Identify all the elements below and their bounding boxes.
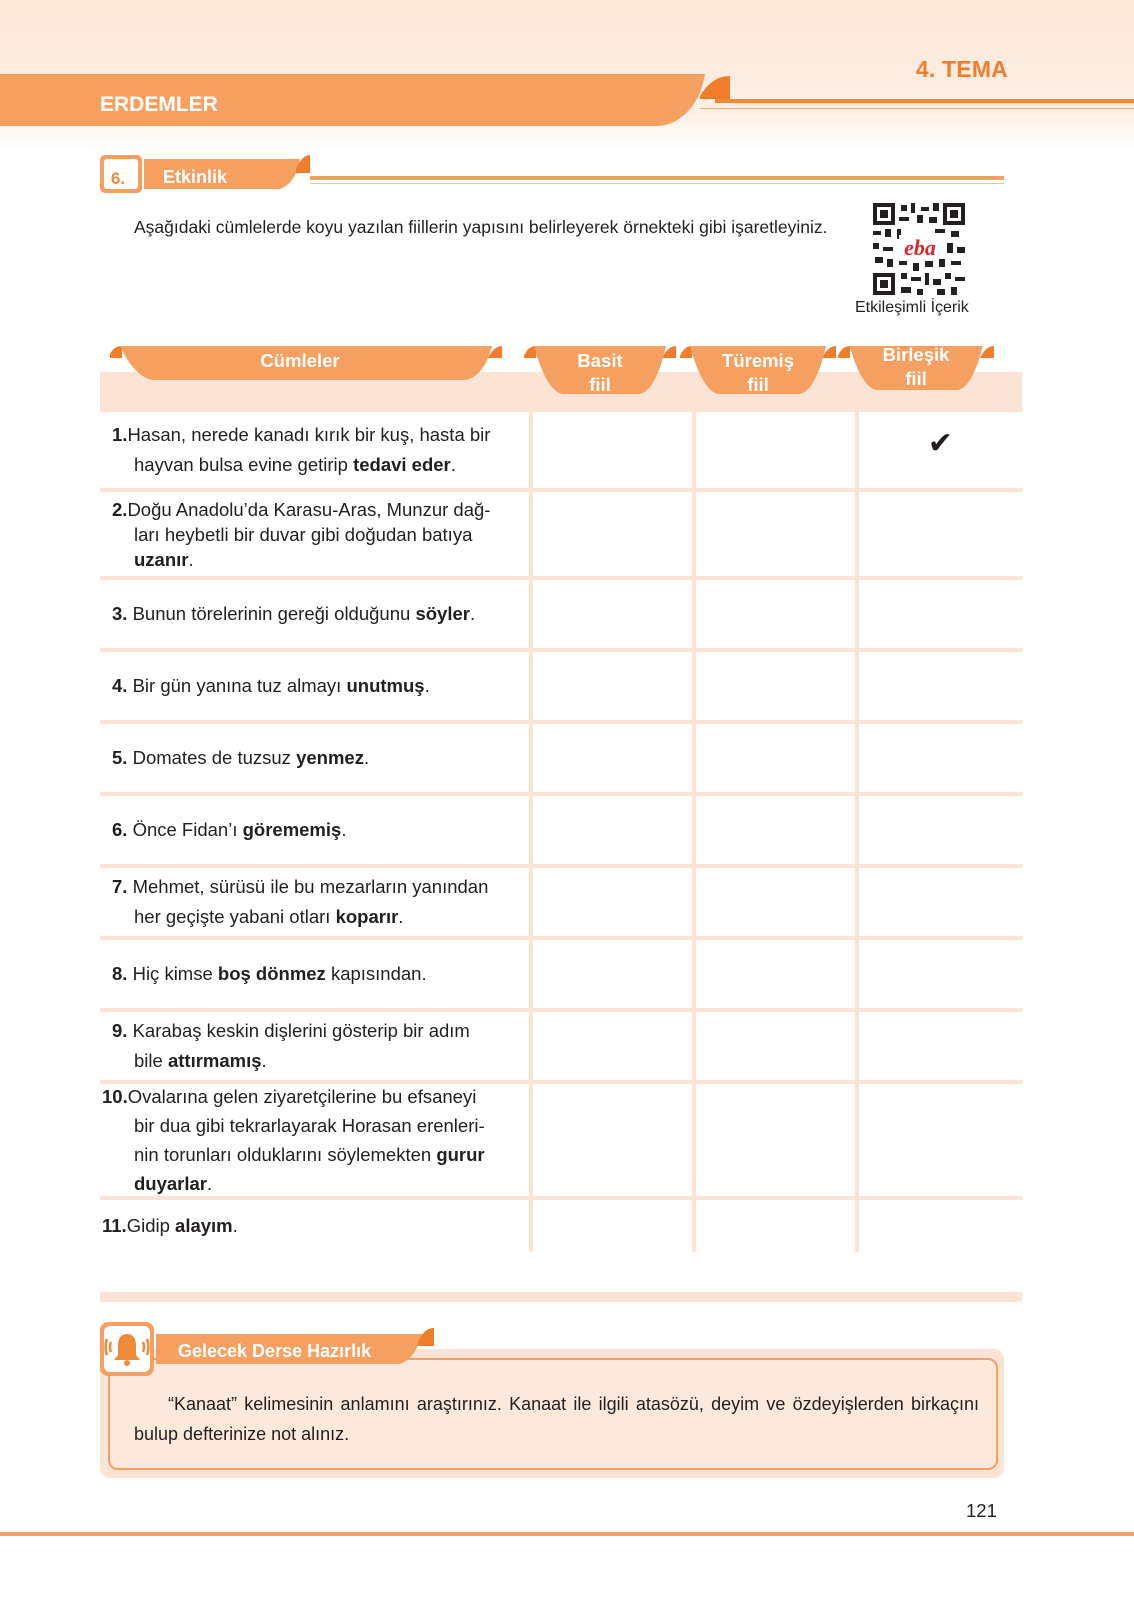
answer-cell-turemis[interactable]: [696, 1012, 859, 1080]
header-sentences: Cümleler: [260, 350, 340, 371]
answer-cell-birlesik[interactable]: [859, 724, 1022, 792]
answer-cell-birlesik[interactable]: [859, 652, 1022, 720]
activity-rule-thin: [310, 183, 1004, 184]
table-row: [100, 580, 1022, 648]
answer-cell-turemis[interactable]: [696, 580, 859, 648]
table-row: [100, 796, 1022, 864]
sentence-number: 7.: [112, 876, 128, 897]
answer-cell-basit[interactable]: [533, 724, 696, 792]
sentence-end: kapısından.: [325, 963, 427, 984]
sentence-verb: söyler: [415, 603, 470, 624]
sentence-cell: [100, 1084, 533, 1196]
table-row: [100, 724, 1022, 792]
sentence-text: [112, 420, 490, 480]
sentence-line: Doğu Anadolu’da Karasu-Aras, Munzur dağ-: [127, 498, 491, 520]
answer-cell-birlesik[interactable]: [859, 580, 1022, 648]
table-row: [100, 652, 1022, 720]
sentence-line: Domates de tuzsuz: [127, 747, 297, 768]
sentence-verb: duyarlar: [134, 1173, 208, 1194]
sentence-line: Bunun törelerinin gereği olduğunu: [127, 603, 416, 624]
sentence-cell: [100, 868, 533, 936]
table-row: [100, 940, 1022, 1008]
sentence-line: Karabaş keskin dişlerini gösterip bir adım: [127, 1020, 470, 1041]
sentence-line: nin torunları olduklarını söylemekten: [134, 1144, 437, 1165]
theme-label: 4. TEMA: [915, 56, 1008, 82]
sentence-end: .: [450, 454, 456, 475]
answer-cell-birlesik[interactable]: [859, 940, 1022, 1008]
answer-cell-basit[interactable]: [533, 580, 696, 648]
page-number: 121: [966, 1500, 997, 1521]
sentence-cell: [100, 724, 533, 792]
answer-cell-birlesik[interactable]: [859, 492, 1022, 576]
header-basit: [534, 349, 666, 397]
sentence-end: .: [398, 906, 404, 927]
sentence-number: 11.: [102, 1215, 127, 1236]
sentence-line: ları heybetli bir duvar gibi doğudan batıya: [134, 523, 473, 545]
sentence-end: .: [261, 1050, 267, 1071]
sentence-text: [112, 743, 369, 773]
activity-number: 6.: [110, 169, 126, 188]
sentence-end: .: [469, 603, 476, 624]
answer-cell-birlesik[interactable]: [859, 796, 1022, 864]
activity-instruction: Aşağıdaki cümlelerde koyu yazılan fiillerin yapısını belirleyerek örnekteki gibi işaretleyiniz.: [134, 217, 828, 237]
sentence-end: .: [341, 819, 347, 840]
answer-cell-basit[interactable]: [533, 652, 696, 720]
answer-cell-turemis[interactable]: [696, 724, 859, 792]
sentence-line: Hasan, nerede kanadı kırık bir kuş, hasta bir: [127, 424, 491, 445]
sentence-verb: yenmez: [296, 747, 364, 768]
theme-rule-thin: [700, 108, 1134, 109]
answer-cell-basit[interactable]: [533, 1200, 696, 1252]
sentence-cell: [100, 652, 533, 720]
sentence-line: Gidip: [126, 1215, 176, 1236]
sentence-verb: gurur: [436, 1144, 485, 1165]
activity-rule: [310, 176, 1004, 180]
answer-cell-basit[interactable]: [533, 796, 696, 864]
eba-logo: eba: [904, 235, 936, 260]
sentence-line: Ovalarına gelen ziyaretçilerine bu efsaneyi: [127, 1086, 477, 1107]
activity-label: Etkinlik: [163, 167, 228, 187]
sentence-verb: koparır: [335, 906, 399, 927]
sentence-line: Hiç kimse: [127, 963, 218, 984]
check-mark-icon: ✔: [927, 427, 954, 460]
sentence-text: [112, 671, 430, 701]
sentence-line: bile: [134, 1050, 168, 1071]
sentence-verb: uzanır: [134, 548, 189, 570]
sentence-cell: [100, 580, 533, 648]
sentence-end: .: [207, 1173, 213, 1194]
sentence-number: 3.: [112, 603, 128, 624]
sentence-line: Önce Fidan’ı: [127, 819, 243, 840]
sentence-cell: [100, 1200, 533, 1252]
table-row: [100, 412, 1022, 488]
sentence-number: 5.: [112, 747, 128, 768]
sentence-number: 1.: [112, 424, 128, 445]
sentence-verb: görememiş: [242, 819, 342, 840]
table-row: [100, 1200, 1022, 1252]
header-turemis-line1: Türemiş: [722, 350, 794, 371]
sentence-text: [112, 1016, 470, 1076]
answer-cell-turemis[interactable]: [696, 492, 859, 576]
answer-cell-birlesik[interactable]: [859, 868, 1022, 936]
answer-cell-turemis[interactable]: [696, 652, 859, 720]
table-row: [100, 1012, 1022, 1080]
unit-title: ERDEMLER: [100, 93, 218, 116]
header-birlesik-line2: fiil: [905, 368, 927, 389]
answer-cell-birlesik[interactable]: [859, 1084, 1022, 1196]
spacer-cell: [533, 400, 696, 410]
header-basit-line2: fiil: [589, 374, 611, 395]
header-turemis: [690, 349, 826, 397]
qr-caption: Etkileşimli İçerik: [855, 299, 969, 316]
answer-cell-basit[interactable]: [533, 412, 696, 488]
sentence-verb: alayım: [175, 1215, 233, 1236]
sentence-cell: [100, 940, 533, 1008]
sentence-text: [102, 1211, 238, 1241]
sentence-verb: attırmamış: [167, 1050, 262, 1071]
sentence-number: 4.: [112, 675, 128, 696]
sentence-cell: [100, 796, 533, 864]
spacer-cell: [100, 400, 533, 410]
sentence-line: hayvan bulsa evine getirip: [134, 454, 354, 475]
sentence-text: [112, 815, 346, 845]
answer-cell-basit[interactable]: [533, 940, 696, 1008]
answer-cell-turemis[interactable]: [696, 412, 859, 488]
sentence-number: 6.: [112, 819, 128, 840]
answer-cell-turemis[interactable]: [696, 868, 859, 936]
theme-rule: [715, 99, 1134, 103]
sentence-number: 8.: [112, 963, 128, 984]
sentence-text: [112, 872, 488, 932]
answer-cell-turemis[interactable]: [696, 940, 859, 1008]
sentence-verb: tedavi eder: [353, 454, 451, 475]
table-top-spacer: [100, 400, 1022, 410]
sentence-text: [112, 959, 427, 989]
footer-rule: [0, 1532, 1134, 1536]
header-birlesik: [848, 343, 984, 391]
sentence-end: .: [232, 1215, 238, 1236]
next-lesson-label: Gelecek Derse Hazırlık: [178, 1341, 372, 1361]
table-row: [100, 868, 1022, 936]
sentence-cell: [100, 412, 533, 488]
sentence-number: 2.: [112, 498, 128, 520]
answer-cell-basit[interactable]: [533, 492, 696, 576]
sentence-cell: [100, 492, 533, 576]
sentence-cell: [100, 1012, 533, 1080]
header-basit-line1: Basit: [577, 350, 623, 371]
answer-cell-turemis[interactable]: [696, 1200, 859, 1252]
header-turemis-line2: fiil: [747, 374, 769, 395]
answer-cell-turemis[interactable]: [696, 796, 859, 864]
sentence-text: [112, 497, 490, 572]
sentence-text: [102, 1082, 485, 1198]
answer-cell-basit[interactable]: [533, 1084, 696, 1196]
sentence-verb: boş dönmez: [217, 963, 326, 984]
sentence-text: [112, 599, 475, 629]
next-lesson-text: “Kanaat” kelimesinin anlamını araştırınız. Kanaat ile ilgili atasözü, deyim ve özdeyişlerden birkaçını bulup defterinize not alınız.: [134, 1394, 979, 1444]
sentence-number: 10.: [102, 1086, 128, 1107]
sentence-number: 9.: [112, 1020, 128, 1041]
answer-cell-basit[interactable]: [533, 868, 696, 936]
answer-cell-basit[interactable]: [533, 1012, 696, 1080]
sentence-line: Bir gün yanına tuz almayı: [127, 675, 347, 696]
sentence-end: .: [188, 548, 194, 570]
sentence-line: her geçişte yabani otları: [134, 906, 336, 927]
sentence-line: Mehmet, sürüsü ile bu mezarların yanından: [127, 876, 489, 897]
answer-cell-birlesik[interactable]: [859, 1200, 1022, 1252]
spacer-cell: [696, 400, 859, 410]
verb-table: [100, 412, 1022, 1292]
sentence-end: .: [424, 675, 430, 696]
header-birlesik-line1: Birleşik: [882, 344, 950, 365]
answer-cell-birlesik[interactable]: [859, 412, 1022, 488]
spacer-cell: [859, 400, 1022, 410]
table-row: [100, 1084, 1022, 1196]
sentence-end: .: [363, 747, 370, 768]
sentence-verb: unutmuş: [346, 675, 425, 696]
table-row: [100, 492, 1022, 576]
sentence-line: bir dua gibi tekrarlayarak Horasan erenleri-: [134, 1115, 485, 1136]
answer-cell-birlesik[interactable]: [859, 1012, 1022, 1080]
answer-cell-turemis[interactable]: [696, 1084, 859, 1196]
qr-code-icon[interactable]: [873, 203, 965, 295]
